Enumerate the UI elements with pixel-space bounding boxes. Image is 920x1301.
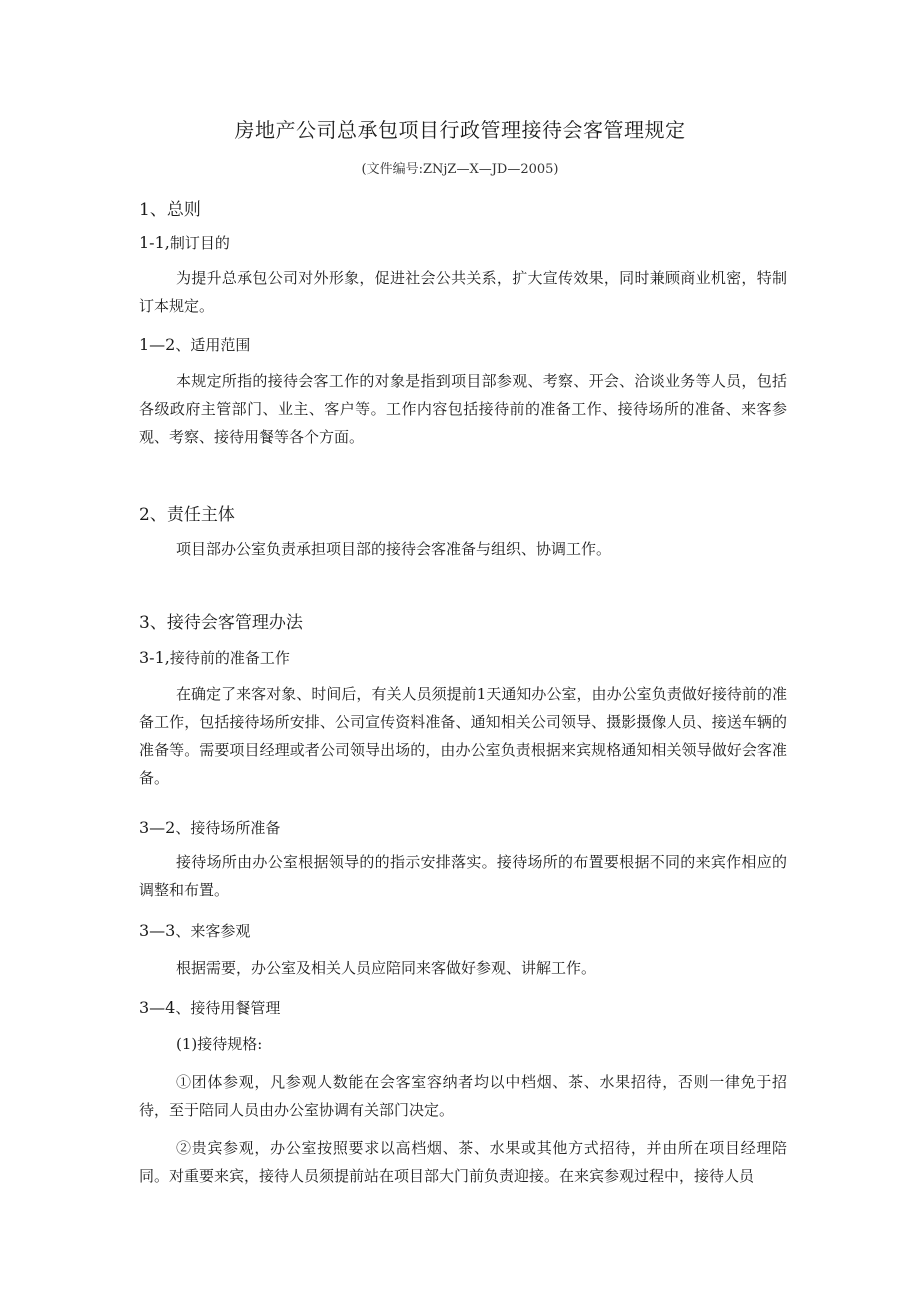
subsection-label: 、接待场所准备 bbox=[175, 819, 281, 837]
subsection-label: 制订目的 bbox=[169, 234, 230, 252]
paragraph-group-visit: ①团体参观，凡参观人数能在会客室容纳者均以中档烟、茶、水果招待，否则一律免于招待，至于陪同人员由办公室协调有关部门决定。 bbox=[139, 1073, 787, 1119]
subsection-label: 、接待用餐管理 bbox=[175, 999, 281, 1017]
subsection-number: 3—4 bbox=[139, 998, 176, 1017]
subsection-label: 、适用范围 bbox=[175, 336, 251, 354]
subsection-label: 接待前的准备工作 bbox=[169, 649, 290, 667]
subsection-heading-3-2 bbox=[139, 817, 280, 838]
subsection-number: 3—2 bbox=[139, 818, 176, 837]
subsection-number: 3-1, bbox=[139, 648, 170, 667]
paragraph-responsibility: 项目部办公室负责承担项目部的接待会客准备与组织、协调工作。 bbox=[176, 540, 612, 558]
subsection-label: 、来客参观 bbox=[175, 922, 251, 940]
document-title: 房地产公司总承包项目行政管理接待会客管理规定 bbox=[234, 118, 686, 142]
subsection-heading-1-1 bbox=[139, 232, 230, 253]
section-heading-2: 2、责任主体 bbox=[139, 505, 235, 525]
paragraph-purpose: 为提升总承包公司对外形象，促进社会公共关系，扩大宣传效果，同时兼顾商业机密，特制订本规定。 bbox=[139, 269, 787, 315]
paragraph-reception-level-label: (1)接待规格: bbox=[176, 1035, 263, 1053]
subsection-number: 1—2 bbox=[139, 335, 176, 354]
subsection-number: 1-1, bbox=[139, 233, 170, 252]
paragraph-preparation: 在确定了来客对象、时间后，有关人员须提前1天通知办公室，由办公室负责做好接待前的准备工作，包括接待场所安排、公司宣传资料准备、通知相关公司领导、摄影摄像人员、接送车辆的准备等。需要项目经理或者公司领导出场的，由办公室负责根据来宾规格通知相关领导做好会客准备。 bbox=[139, 685, 787, 787]
paragraph-visit: 根据需要，办公室及相关人员应陪同来客做好参观、讲解工作。 bbox=[176, 959, 597, 977]
paragraph-vip-visit: ②贵宾参观，办公室按照要求以高档烟、茶、水果或其他方式招待，并由所在项目经理陪同。对重要来宾，接待人员须提前站在项目部大门前负责迎接。在来宾参观过程中，接待人员 bbox=[139, 1139, 787, 1185]
subsection-heading-3-4 bbox=[139, 997, 280, 1018]
subsection-number: 3—3 bbox=[139, 921, 176, 940]
paragraph-venue: 接待场所由办公室根据领导的的指示安排落实。接待场所的布置要根据不同的来宾作相应的调整和布置。 bbox=[139, 853, 787, 899]
document-number: (文件编号:ZNjZ—X—JD—2005) bbox=[361, 162, 559, 177]
section-heading-1: 1、总则 bbox=[139, 200, 201, 220]
subsection-heading-1-2 bbox=[139, 334, 250, 355]
section-heading-3: 3、接待会客管理办法 bbox=[139, 613, 303, 633]
subsection-heading-3-1 bbox=[139, 647, 290, 668]
subsection-heading-3-3 bbox=[139, 920, 250, 941]
paragraph-scope: 本规定所指的接待会客工作的对象是指到项目部参观、考察、开会、洽谈业务等人员，包括各级政府主管部门、业主、客户等。工作内容包括接待前的准备工作、接待场所的准备、来客参观、考察、接待用餐等各个方面。 bbox=[139, 372, 787, 446]
